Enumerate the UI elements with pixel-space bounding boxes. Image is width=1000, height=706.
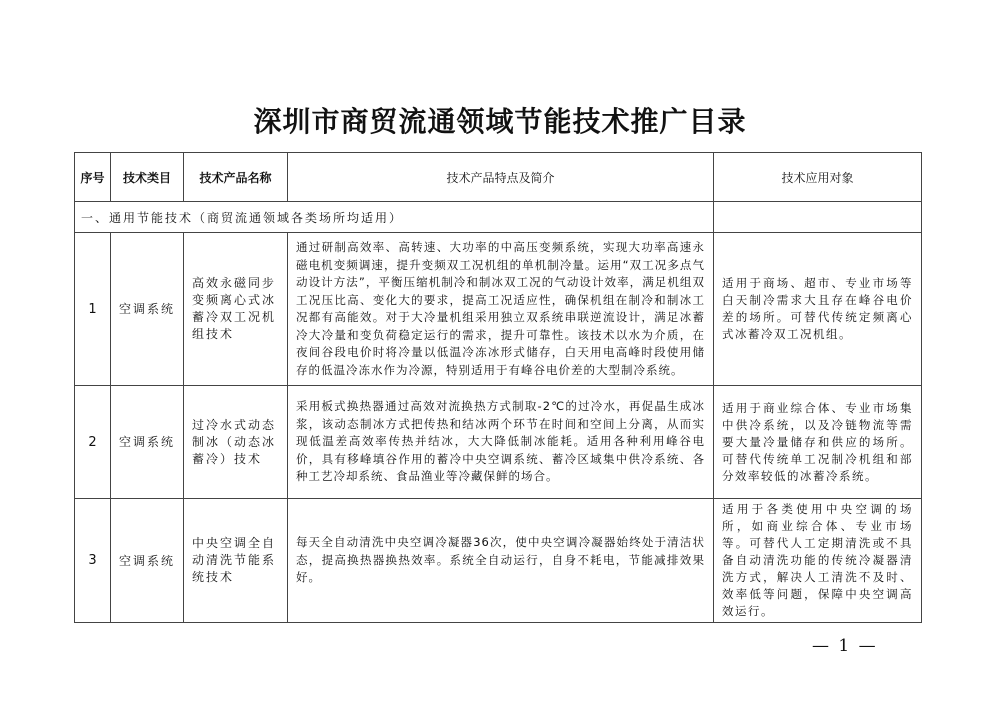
section-empty-cell — [714, 202, 922, 233]
row-category: 空调系统 — [111, 233, 184, 386]
row-index: 2 — [75, 386, 111, 499]
row-application: 适用于商场、超市、专业市场等白天制冷需求大且存在峰谷电价差的场所。可替代传统定频离心式冰蓄冷双工况机组。 — [714, 233, 922, 386]
section-row — [75, 202, 922, 233]
page-number: — 1 — — [812, 636, 878, 656]
row-product-name: 中央空调全自动清洗节能系统技术 — [184, 499, 288, 623]
row-index: 1 — [75, 233, 111, 386]
row-features: 通过研制高效率、高转速、大功率的中高压变频系统，实现大功率高速永磁电机变频调速，提升变频双工况机组的单机制冷量。运用“双工况多点气动设计方法”，平衡压缩机制冷和制冰双工况的气动设计效率，满足机组双工况压比高、变化大的要求，提高工况适应性，确保机组在制冷和制冰工况都有高能效。对于大冷量机组采用独立双系统串联逆流设计，满足冰蓄冷大冷量和变负荷稳定运行的需求，提升可靠性。该技术以水为介质，在夜间谷段电价时将冷量以低温冷冻冰形式储存，白天用电高峰时段使用储存的低温冷冻水作为冷源，特别适用于有峰谷电价差的大型制冷系统。 — [288, 233, 714, 386]
row-application: 适用于商业综合体、专业市场集中供冷系统，以及冷链物流等需要大量冷量储存和供应的场所。可替代传统单工况制冷机组和部分效率较低的冰蓄冷系统。 — [714, 386, 922, 499]
row-application: 适用于各类使用中央空调的场所，如商业综合体、专业市场等。可替代人工定期清洗或不具备自动清洗功能的传统冷凝器清洗方式，解决人工清洗不及时、效率低等问题，保障中央空调高效运行。 — [714, 499, 922, 623]
row-product-name: 过冷水式动态制冰（动态冰蓄冷）技术 — [184, 386, 288, 499]
header-product-name: 技术产品名称 — [184, 153, 288, 202]
table-row — [75, 386, 922, 499]
header-category: 技术类目 — [111, 153, 184, 202]
header-application: 技术应用对象 — [714, 153, 922, 202]
table-row — [75, 233, 922, 386]
section-heading: 一、通用节能技术（商贸流通领域各类场所均适用） — [75, 202, 714, 233]
header-features: 技术产品特点及简介 — [288, 153, 714, 202]
row-product-name: 高效永磁同步变频离心式冰蓄冷双工况机组技术 — [184, 233, 288, 386]
row-category: 空调系统 — [111, 386, 184, 499]
row-features: 每天全自动清洗中央空调冷凝器36次，使中央空调冷凝器始终处于清洁状态，提高换热器换热效率。系统全自动运行，自身不耗电，节能减排效果好。 — [288, 499, 714, 623]
row-category: 空调系统 — [111, 499, 184, 623]
catalog-table — [74, 152, 922, 623]
row-features: 采用板式换热器通过高效对流换热方式制取-2℃的过冷水，再促晶生成冰浆，该动态制冰方式把传热和结冰两个环节在时间和空间上分离，从而实现低温差高效率传热并结冰，大大降低制冰能耗。适用各种利用峰谷电价，具有移峰填谷作用的蓄冷中央空调系统、蓄冷区域集中供冷系统、各种工艺冷却系统、食品渔业等冷藏保鲜的场合。 — [288, 386, 714, 499]
table-row — [75, 499, 922, 623]
header-row — [75, 153, 922, 202]
header-index: 序号 — [75, 153, 111, 202]
row-index: 3 — [75, 499, 111, 623]
document-title: 深圳市商贸流通领域节能技术推广目录 — [253, 105, 747, 138]
